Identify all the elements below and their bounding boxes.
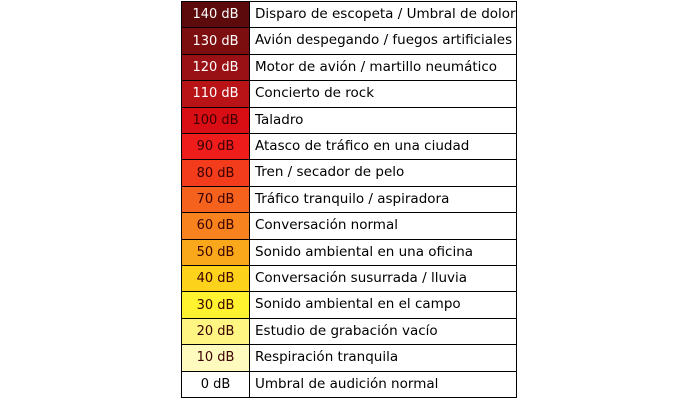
scale-row: [182, 134, 516, 160]
scale-row: [182, 2, 516, 28]
scale-row: [182, 187, 516, 213]
description-cell: Tren / secador de pelo: [255, 164, 405, 181]
level-cell: 140 dB: [182, 2, 250, 27]
scale-row: [182, 240, 516, 266]
description-cell: Sonido ambiental en el campo: [255, 296, 461, 313]
description-cell: Respiración tranquila: [255, 349, 399, 366]
description-cell: Tráfico tranquilo / aspiradora: [255, 190, 450, 207]
scale-row: [182, 55, 516, 81]
level-cell: 50 dB: [182, 240, 250, 265]
description-cell: Motor de avión / martillo neumático: [255, 58, 498, 75]
scale-row: [182, 213, 516, 239]
level-cell: 60 dB: [182, 213, 250, 238]
scale-row: [182, 81, 516, 107]
scale-row: [182, 266, 516, 292]
description-cell: Umbral de audición normal: [255, 375, 439, 392]
scale-row: [182, 319, 516, 345]
description-cell: Conversación normal: [255, 217, 398, 234]
level-cell: 120 dB: [182, 55, 250, 80]
decibel-scale-table: [181, 1, 517, 398]
description-cell: Concierto de rock: [255, 85, 375, 102]
level-cell: 30 dB: [182, 292, 250, 317]
scale-row: [182, 160, 516, 186]
description-cell: Avión despegando / fuegos artificiales: [255, 32, 513, 49]
scale-row: [182, 28, 516, 54]
level-cell: 90 dB: [182, 134, 250, 159]
description-cell: Atasco de tráfico en una ciudad: [255, 137, 470, 154]
scale-row: [182, 292, 516, 318]
level-cell: 110 dB: [182, 81, 250, 106]
description-cell: Conversación susurrada / lluvia: [255, 270, 468, 287]
scale-row: [182, 108, 516, 134]
description-cell: Taladro: [255, 111, 304, 128]
scale-row: [182, 345, 516, 371]
level-cell: 70 dB: [182, 187, 250, 212]
level-cell: 100 dB: [182, 108, 250, 133]
level-cell: 40 dB: [182, 266, 250, 291]
description-cell: Sonido ambiental en una oficina: [255, 243, 474, 260]
description-cell: Estudio de grabación vacío: [255, 322, 438, 339]
description-cell: Disparo de escopeta / Umbral de dolor: [255, 5, 516, 22]
level-cell: 10 dB: [182, 345, 250, 370]
scale-row: [182, 372, 516, 397]
level-cell: 80 dB: [182, 160, 250, 185]
level-cell: 130 dB: [182, 28, 250, 53]
level-cell: 0 dB: [182, 372, 250, 397]
level-cell: 20 dB: [182, 319, 250, 344]
